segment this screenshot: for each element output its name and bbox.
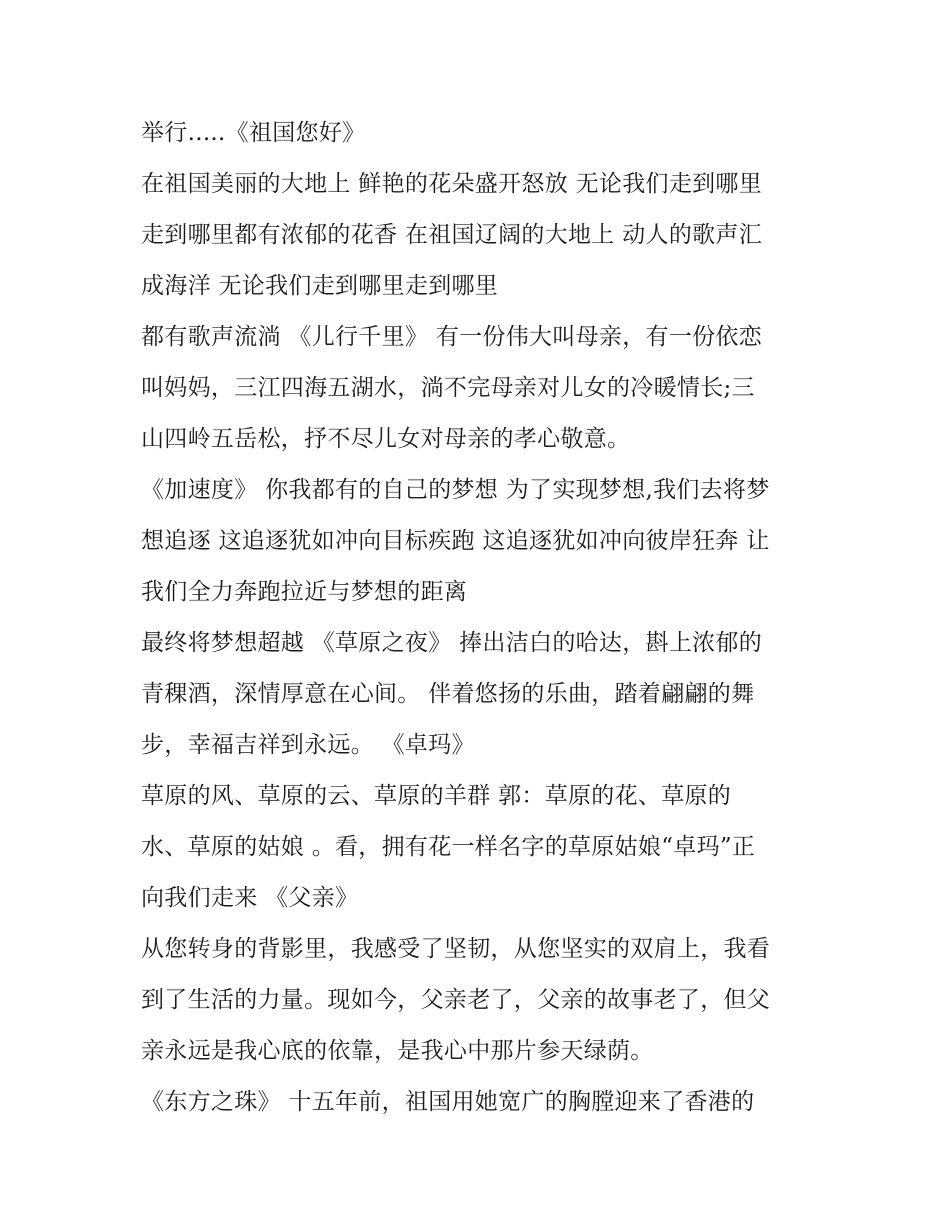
text-line: 想追逐 这追逐犹如冲向目标疾跑 这追逐犹如冲向彼岸狂奔 让 bbox=[141, 528, 770, 554]
text-line: 举行.....《祖国您好》 bbox=[141, 120, 366, 146]
document-body bbox=[141, 108, 821, 1128]
text-line: 《东方之珠》 十五年前，祖国用她宽广的胸膛迎来了香港的 bbox=[141, 1089, 755, 1115]
text-line: 向我们走来 《父亲》 bbox=[141, 885, 359, 911]
text-line: 水、草原的姑娘 。看，拥有花一样名字的草原姑娘“卓玛”正 bbox=[141, 834, 756, 860]
text-line: 在祖国美丽的大地上 鲜艳的花朵盛开怒放 无论我们走到哪里 bbox=[141, 171, 763, 197]
text-line: 都有歌声流淌 《儿行千里》 有一份伟大叫母亲，有一份依恋 bbox=[141, 324, 763, 350]
text-line: 成海洋 无论我们走到哪里走到哪里 bbox=[141, 273, 499, 299]
text-line: 亲永远是我心底的依靠，是我心中那片参天绿荫。 bbox=[141, 1038, 654, 1064]
text-line: 叫妈妈，三江四海五湖水，淌不完母亲对儿女的冷暖情长;三 bbox=[141, 375, 755, 401]
text-line: 最终将梦想超越 《草原之夜》 捧出洁白的哈达，斟上浓郁的 bbox=[141, 630, 763, 656]
text-line: 到了生活的力量。现如今，父亲老了，父亲的故事老了，但父 bbox=[141, 987, 771, 1013]
text-line: 青稞酒，深情厚意在心间。 伴着悠扬的乐曲，踏着翩翩的舞 bbox=[141, 681, 755, 707]
text-line: 走到哪里都有浓郁的花香 在祖国辽阔的大地上 动人的歌声汇 bbox=[141, 222, 763, 248]
text-line: 步，幸福吉祥到永远。 《卓玛》 bbox=[141, 732, 475, 758]
text-line: 从您转身的背影里，我感受了坚韧，从您坚实的双肩上，我看 bbox=[141, 936, 771, 962]
text-line: 《加速度》 你我都有的自己的梦想 为了实现梦想,我们去将梦 bbox=[141, 477, 770, 503]
text-line: 我们全力奔跑拉近与梦想的距离 bbox=[141, 579, 468, 605]
text-line: 山四岭五岳松，抒不尽儿女对母亲的孝心敬意。 bbox=[141, 426, 631, 452]
text-line: 草原的风、草原的云、草原的羊群 郭：草原的花、草原的 bbox=[141, 783, 732, 809]
